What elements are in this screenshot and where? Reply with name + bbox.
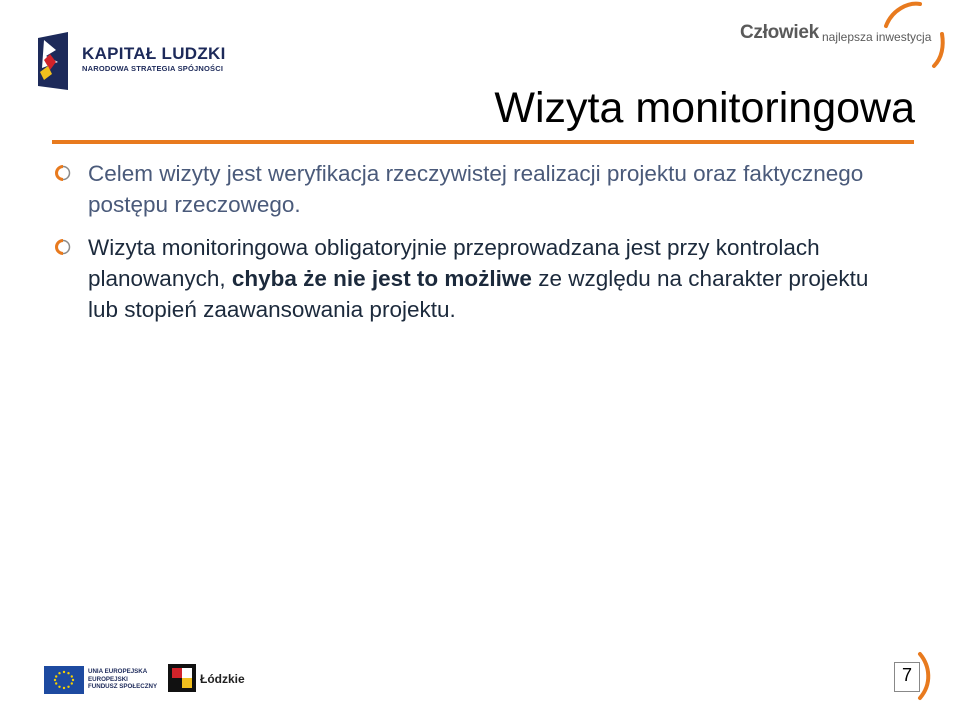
kapital-ludzki-subtitle: NARODOWA STRATEGIA SPÓJNOŚCI [82,64,224,73]
half-circle-bullet-icon [54,164,72,182]
title-underline [52,140,914,144]
kapital-ludzki-title: KAPITAŁ LUDZKI [82,44,226,63]
eu-logo-line: FUNDUSZ SPOŁECZNY [88,683,158,691]
half-circle-bullet-icon [54,238,72,256]
eu-logo-text [88,668,157,691]
lodzkie-logo-text: Łódzkie [200,672,245,686]
czlowiek-tagline: najlepsza inwestycja [822,30,932,44]
bullet-text-regular: Wizyta monitoringowa obligatoryjnie przeprowadzana jest przy kontrolach planowanych, [88,235,820,291]
bullet-text: Celem wizyty jest weryfikacja rzeczywistej realizacji projektu oraz faktycznego postępu rzeczowego. [88,161,864,217]
bullet-text [88,232,884,325]
page-number: 7 [901,665,912,685]
lodzkie-logo-icon [168,664,196,692]
page-title: Wizyta monitoringowa [494,84,915,132]
bullet-text-bold: chyba że nie jest to możliwe [231,266,532,291]
eu-logo-line: UNIA EUROPEJSKA [88,668,148,675]
eu-flag-icon [44,666,84,694]
bullet-text-regular-end: ze względu na charakter projektu lub stopień zaawansowania projektu. [88,266,869,322]
orange-arc-top-icon [880,0,960,70]
czlowiek-brand: Człowiek [740,22,819,43]
eu-logo-line: EUROPEJSKI [88,675,128,683]
